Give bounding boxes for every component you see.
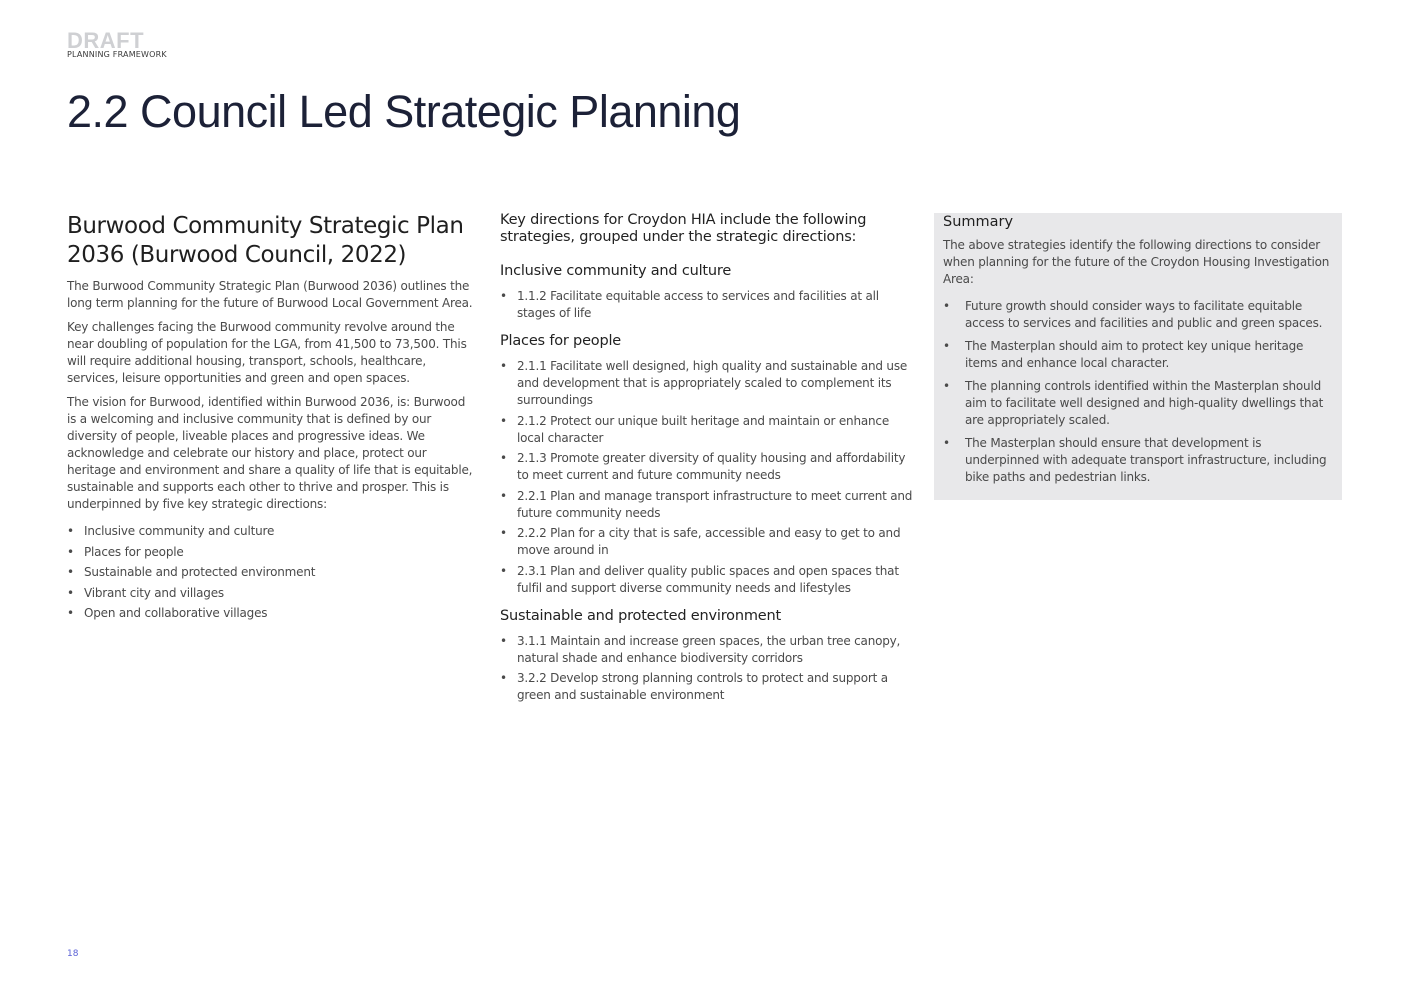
summary-heading: Summary	[943, 214, 1014, 230]
list-item: • The Masterplan should aim to protect key unique heritage items and enhance local character.	[943, 339, 1304, 370]
list-item: • Sustainable and protected environment	[67, 565, 316, 579]
bullet-icon: •	[943, 339, 950, 353]
list-item: • 2.2.1 Plan and manage transport infrastructure to meet current and future community needs	[500, 488, 913, 520]
strategic-directions-list	[67, 523, 477, 622]
bullet-icon: •	[943, 299, 950, 313]
key-directions-lead: Key directions for Croydon HIA include the following strategies, grouped under the strategic directions:	[500, 212, 867, 245]
list-item: • Inclusive community and culture	[67, 524, 275, 538]
list-item: • 2.1.1 Facilitate well designed, high quality and sustainable and use and development that is appropriately scaled to complement its surroundings	[500, 359, 908, 407]
strategy-list	[500, 288, 915, 322]
key-directions-column	[500, 212, 915, 714]
section-heading: Sustainable and protected environment	[500, 607, 781, 624]
bullet-icon: •	[67, 524, 74, 538]
list-item: • Vibrant city and villages	[67, 585, 224, 600]
list-item: • 3.1.1 Maintain and increase green spaces, the urban tree canopy, natural shade and enhance biodiversity corridors	[500, 633, 901, 665]
section-heading: Places for people	[500, 333, 622, 349]
bullet-icon: •	[500, 563, 507, 578]
list-item: • 1.1.2 Facilitate equitable access to services and facilities at all stages of life	[500, 289, 879, 320]
list-item: • 2.2.2 Plan for a city that is safe, accessible and easy to get to and move around in	[500, 526, 901, 557]
bullet-icon: •	[943, 436, 950, 450]
bullet-icon: •	[500, 289, 507, 303]
list-item: • Future growth should consider ways to facilitate equitable access to services and facilities and public and green spaces.	[943, 299, 1323, 330]
bullet-icon: •	[67, 606, 74, 620]
bullet-icon: •	[500, 526, 507, 540]
page-header	[67, 30, 167, 59]
summary-box	[934, 213, 1342, 500]
list-item: • 3.2.2 Develop strong planning controls to protect and support a green and sustainable environment	[500, 671, 888, 702]
bullet-icon: •	[67, 565, 74, 579]
list-item: • Open and collaborative villages	[67, 606, 268, 620]
strategy-list	[500, 358, 915, 597]
list-item: • The Masterplan should ensure that development is underpinned with adequate transport infrastructure, including bike paths and pedestrian links.	[943, 436, 1327, 484]
bullet-icon: •	[500, 488, 507, 503]
framework-label: PLANNING FRAMEWORK	[67, 50, 167, 59]
burwood-plan-column	[67, 212, 477, 626]
list-item: • The planning controls identified within the Masterplan should aim to facilitate well designed and high-quality dwellings that are appropriately scaled.	[943, 379, 1324, 427]
bullet-icon: •	[500, 671, 507, 685]
section-heading: Inclusive community and culture	[500, 263, 732, 279]
strategy-list	[500, 633, 915, 705]
bullet-icon: •	[500, 451, 507, 465]
page-number: 18	[67, 949, 79, 959]
page-title: 2.2 Council Led Strategic Planning	[67, 86, 741, 137]
bullet-icon: •	[943, 379, 950, 393]
burwood-plan-heading: Burwood Community Strategic Plan 2036 (Burwood Council, 2022)	[67, 213, 464, 268]
draft-label: DRAFT	[67, 28, 145, 53]
paragraph: The Burwood Community Strategic Plan (Burwood 2036) outlines the long term planning for the future of Burwood Local Government Area.	[67, 279, 473, 310]
bullet-icon: •	[500, 359, 507, 373]
summary-list	[934, 298, 1342, 486]
paragraph: Key challenges facing the Burwood community revolve around the near doubling of population for the LGA, from 41,500 to 73,500. This will require additional housing, transport, schools, healthcare, services, leisure opportunities and green and open spaces.	[67, 320, 467, 385]
paragraph: The vision for Burwood, identified within Burwood 2036, is: Burwood is a welcoming and inclusive community that is defined by our diversity of people, liveable places and progressive ideas. We acknowledge and celebrate our history and place, protect our heritage and environment and share a quality of life that is equitable, sustainable and supports each other to thrive and prosper. This is underpinned by five key strategic directions:	[67, 395, 473, 511]
list-item: • 2.3.1 Plan and deliver quality public spaces and open spaces that fulfil and support diverse community needs and lifestyles	[500, 563, 899, 595]
summary-intro: The above strategies identify the following directions to consider when planning for the future of the Croydon Housing Investigation Area:	[943, 238, 1330, 286]
bullet-icon: •	[500, 413, 507, 428]
list-item: • 2.1.2 Protect our unique built heritage and maintain or enhance local character	[500, 413, 889, 445]
list-item: • Places for people	[67, 544, 184, 559]
bullet-icon: •	[500, 633, 507, 648]
bullet-icon: •	[67, 544, 74, 559]
bullet-icon: •	[67, 585, 74, 600]
list-item: • 2.1.3 Promote greater diversity of quality housing and affordability to meet current and future community needs	[500, 451, 906, 482]
